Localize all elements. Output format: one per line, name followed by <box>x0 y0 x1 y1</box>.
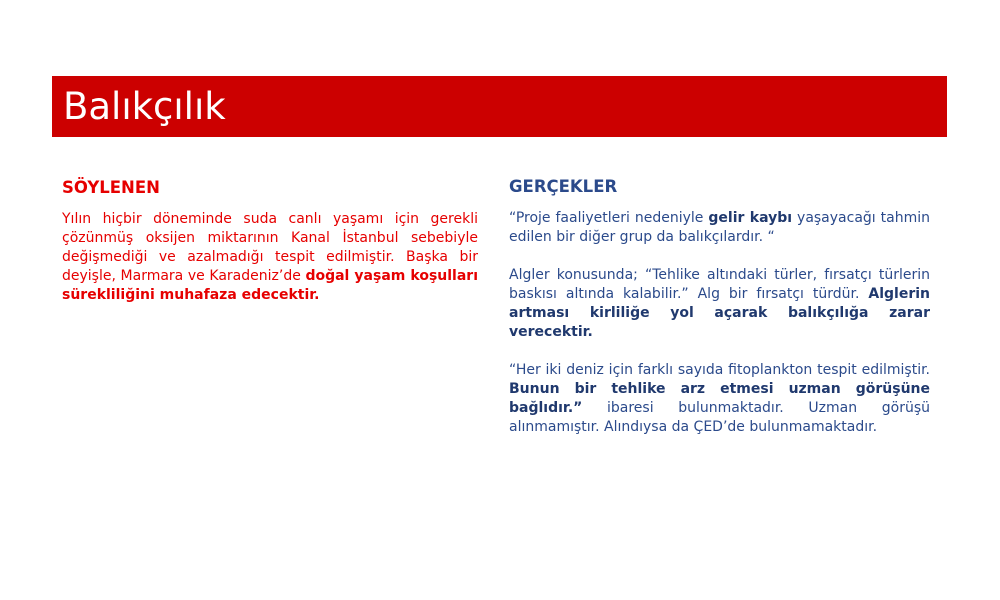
claims-column <box>62 178 478 305</box>
facts-p2-text-a: Algler konusunda; “Tehlike altındaki türler, fırsatçı türlerin baskısı altında kalabilir.” Alg bir fırsatçı türdür. <box>509 267 930 302</box>
facts-p1-text-b: yaşayacağı tahmin edilen bir diğer grup da balıkçılardır. “ <box>509 210 930 245</box>
facts-paragraph-1 <box>509 209 930 247</box>
facts-paragraph-3 <box>509 361 930 437</box>
facts-p3-bold: Bunun bir tehlike arz etmesi uzman görüşüne bağlıdır.” <box>509 381 930 416</box>
facts-p2-bold: Alglerin artması kirliliğe yol açarak balıkçılığa zarar verecektir. <box>509 286 930 340</box>
page-title: Balıkçılık <box>63 85 226 128</box>
claims-paragraph-bold: doğal yaşam koşulları sürekliliğini muhafaza edecektir. <box>62 268 478 303</box>
facts-p3-text-b: ibaresi bulunmaktadır. Uzman görüşü alınmamıştır. Alındıysa da ÇED’de bulunmamaktadır. <box>509 400 930 435</box>
facts-p1-text-a: “Proje faaliyetleri nedeniyle <box>509 210 709 226</box>
claims-paragraph-text: Yılın hiçbir döneminde suda canlı yaşamı için gerekli çözünmüş oksijen miktarının Kanal İstanbul sebebiyle değişmediği ve azalmadığı tespit edilmiştir. Başka bir deyişle, Marmara ve Karadeniz’de <box>62 211 478 284</box>
facts-heading: GERÇEKLER <box>509 177 618 196</box>
facts-paragraph-2 <box>509 266 930 342</box>
claims-heading: SÖYLENEN <box>62 178 160 197</box>
title-bar <box>52 76 947 137</box>
facts-column <box>509 177 930 456</box>
claims-paragraph <box>62 210 478 305</box>
facts-p3-text-a: “Her iki deniz için farklı sayıda fitoplankton tespit edilmiştir. <box>509 362 930 378</box>
facts-p1-bold: gelir kaybı <box>708 210 793 226</box>
